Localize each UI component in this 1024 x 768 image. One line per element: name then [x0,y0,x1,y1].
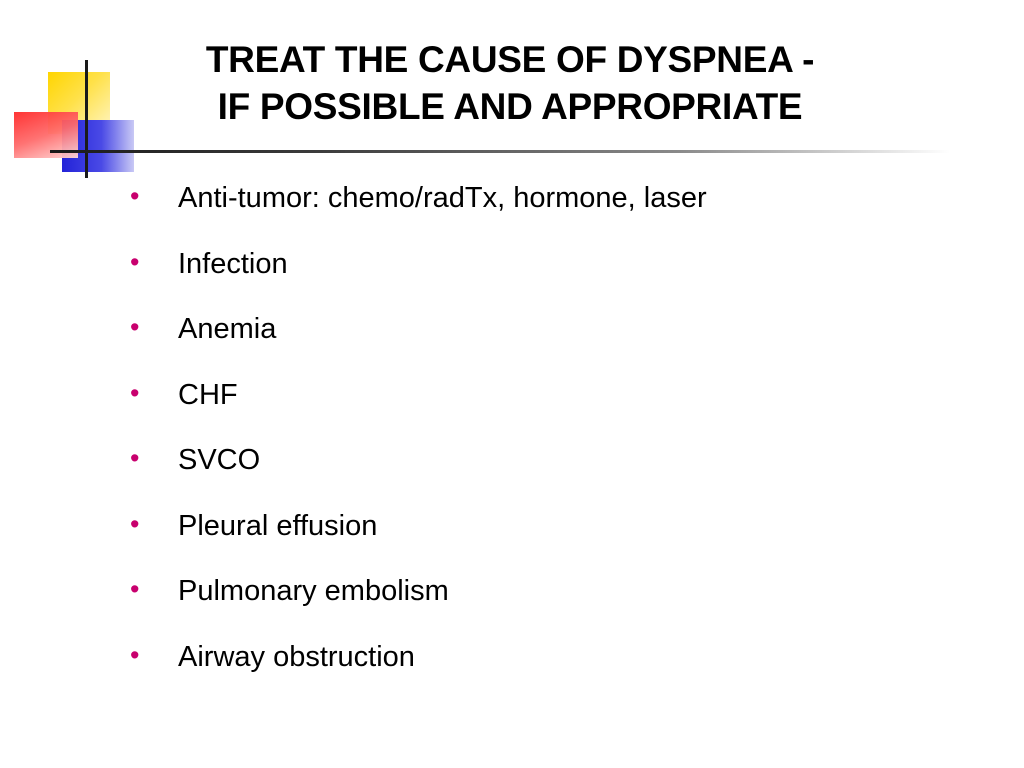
vertical-rule [85,60,88,178]
slide-title-line-2: IF POSSIBLE AND APPROPRIATE [217,86,803,127]
bullet-icon: • [130,181,140,211]
list-item-text: SVCO [178,444,261,476]
list-item-text: CHF [178,378,238,411]
list-item-text: Pulmonary embolism [178,575,449,607]
bullet-icon: • [130,443,140,473]
list-item-text: Pleural effusion [178,509,378,542]
slide-title [120,36,900,130]
slide-title-line-1: TREAT THE CAUSE OF DYSPNEA - [205,39,815,80]
bullet-icon: • [130,639,140,670]
bullet-icon: • [130,246,140,277]
bullet-icon: • [130,377,140,408]
bullet-icon: • [130,312,140,342]
list-item-text: Anemia [178,313,277,345]
list-item-text: Airway obstruction [178,640,415,673]
bullet-icon: • [130,508,140,539]
title-underline-rule [50,150,950,153]
bullet-icon: • [130,574,140,604]
list-item-text: Anti-tumor: chemo/radTx, hormone, laser [178,182,707,214]
list-item-text: Infection [178,247,288,280]
